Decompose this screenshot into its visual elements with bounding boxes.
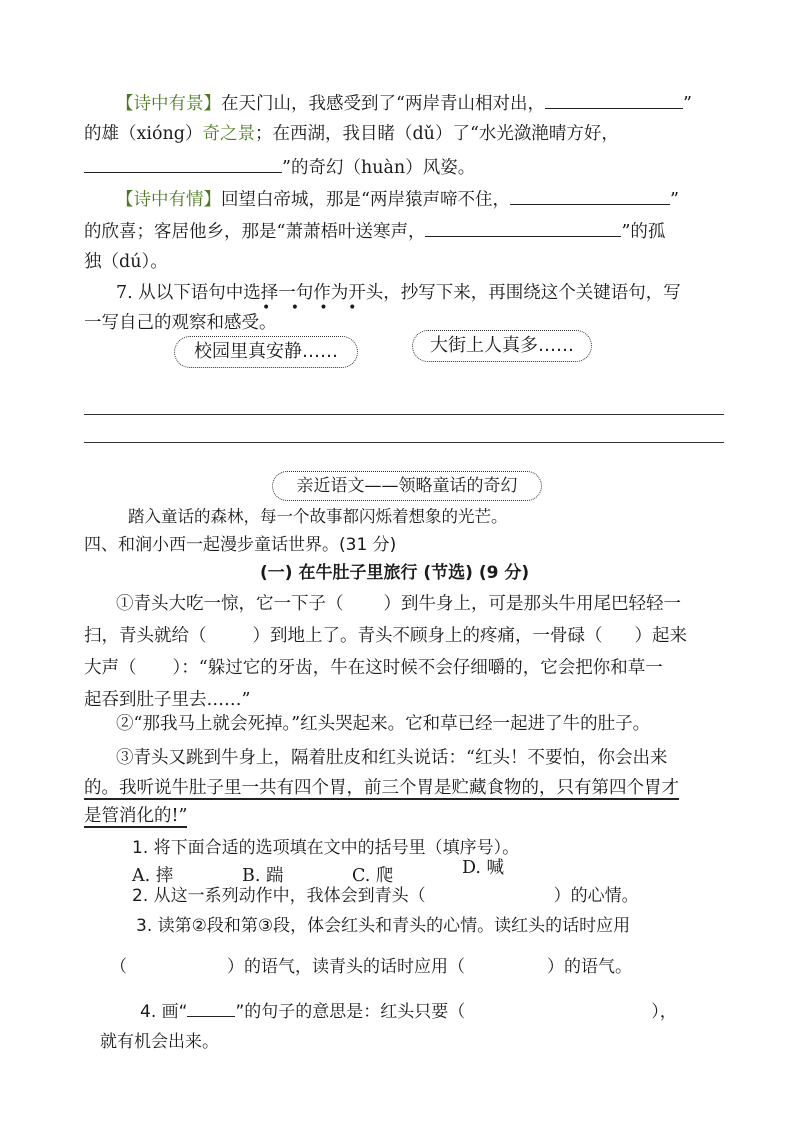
poem-scene-text-3: ”的奇幻（huàn）风姿。 [282,158,476,178]
passage-text: ①青头大吃一惊，它一下子（ [116,594,344,614]
answer-blank[interactable] [84,154,282,173]
question-3-line-1 [136,914,630,938]
part4-title [84,533,396,557]
poem-scene-text-2c: ；在西湖，我目睹（dǔ）了“水光潋滟晴方好， [254,124,619,144]
poem-feeling-text-2a: 的欣喜；客居他乡，那是“萧萧梧叶送寒声， [84,222,426,242]
answer-blank[interactable] [545,90,683,109]
poem-feeling-text-1: 回望白帝城，那是“两岸猿声啼不住， [221,190,510,210]
question-3-text-2b: ）的语气，读青头的话时应用（ [227,957,465,977]
poem-scene-text-2a: 的雄（xióng） [84,124,203,144]
poem-scene-line-2 [84,122,619,146]
question-3-text-2c: ）的语气。 [547,957,632,977]
section-banner: 亲近语文——领略童话的奇幻 [272,471,542,501]
close-quote: ” [682,94,692,114]
passage-text: ③青头又跳到牛身上，隔着肚皮和红头说话：“红头！不要怕，你会出来 [116,748,668,768]
question-4-line-2 [100,1030,219,1054]
question-1-text: 1. 将下面合适的选项填在文中的括号里（填序号）。 [132,838,520,858]
question-2-text-b: ）的心情。 [553,886,639,906]
close-quote: ” [669,190,679,210]
underlined-sentence: 的。我听说牛肚子里一共有四个胃，前三个胃是贮藏食物的，只有第四个胃才 [84,778,679,798]
question-4 [140,1000,677,1024]
underlined-sentence: 是管消化的!” [84,806,188,826]
question-3-line-2 [110,955,632,979]
passage-p1-line-3 [84,656,663,680]
intro-text: 踏入童话的森林，每一个故事都闪烁着想象的光芒。 [128,507,508,526]
passage-text: ）：“躲过它的牙齿，牛在这时候不会仔细嚼的，它会把你和草一 [172,658,663,678]
passage-text: 起吞到肚子里去……” [84,690,251,710]
poem-scene-line-1 [116,90,692,116]
q7-prompt-2: 一写自己的观察和感受。 [84,313,277,333]
answer-blank[interactable] [425,218,621,237]
sub1-title-text: (一) 在牛肚子里旅行 (节选) (9 分) [260,563,530,583]
poem-feeling-line-2 [84,218,665,244]
q7-option-street[interactable]: 大街上人真多…… [412,330,592,362]
poem-feeling-line-3 [84,250,168,274]
passage-text: ）到牛身上，可是那头牛用尾巴轻轻一 [383,594,681,614]
writing-line [84,442,724,443]
passage-text: ②“那我马上就会死掉。”红头哭起来。它和草已经一起进了牛的肚子。 [116,714,651,734]
poem-scene-label: 【诗中有景】 [116,94,221,114]
question-3-text-2a: （ [110,957,127,977]
passage-p2 [116,712,650,736]
poem-scene-text-1: 在天门山，我感受到了“两岸青山相对出， [221,94,545,114]
sub1-title [260,561,529,585]
option-d: D. 喊 [462,858,505,878]
q7-line-1 [116,281,681,305]
part4-title-text: 四、和涧小西一起漫步童话世界。(31 分) [84,535,397,555]
passage-p1-line-4 [84,688,250,712]
passage-text: ）到地上了。青头不顾身上的疼痛，一骨碌（ [252,626,603,646]
option-c: C. 爬 [352,866,394,886]
question-4-text-b: ”的句子的意思是：红头只要（ [235,1002,466,1022]
q7-prompt-1: 7. 从以下语句中选择一句作为开头，抄写下来，再围绕这个关键语句，写 [116,283,681,303]
section-intro [128,505,508,529]
q7-line-2 [84,311,277,335]
passage-text: 大声（ [84,658,137,678]
poem-scene-text-2b: 奇之景 [202,124,255,144]
poem-feeling-text-2b: ”的孤 [621,222,666,242]
passage-p1-line-2 [84,624,687,648]
line-style-sample [187,1002,235,1017]
passage-text: ）起来 [634,626,687,646]
poem-feeling-text-3: 独（dú）。 [84,252,168,272]
passage-p3-line-3 [84,804,187,828]
poem-scene-line-3 [84,154,475,180]
option-a: A. 摔 [132,866,174,886]
passage-p3-line-1 [116,746,667,770]
q7-option-campus[interactable]: 校园里真安静…… [174,336,358,368]
question-4-text-2: 就有机会出来。 [100,1032,219,1052]
poem-feeling-label: 【诗中有情】 [116,190,221,210]
passage-p1-line-1 [116,592,681,616]
question-4-text-c: ）， [651,1002,677,1022]
writing-line [84,414,724,415]
question-4-text-a: 4. 画“ [140,1002,188,1022]
passage-p3-line-2 [84,776,679,800]
answer-blank[interactable] [510,186,670,205]
question-2 [132,884,639,908]
option-b: B. 踹 [242,866,284,886]
question-3-text-1: 3. 读第②段和第③段，体会红头和青头的心情。读红头的话时应用 [136,916,631,936]
question-2-text-a: 2. 从这一系列动作中，我体会到青头（ [132,886,426,906]
passage-text: 扫，青头就给（ [84,626,207,646]
poem-feeling-line-1 [116,186,679,212]
emphasis-dots: • • • • [262,300,365,316]
